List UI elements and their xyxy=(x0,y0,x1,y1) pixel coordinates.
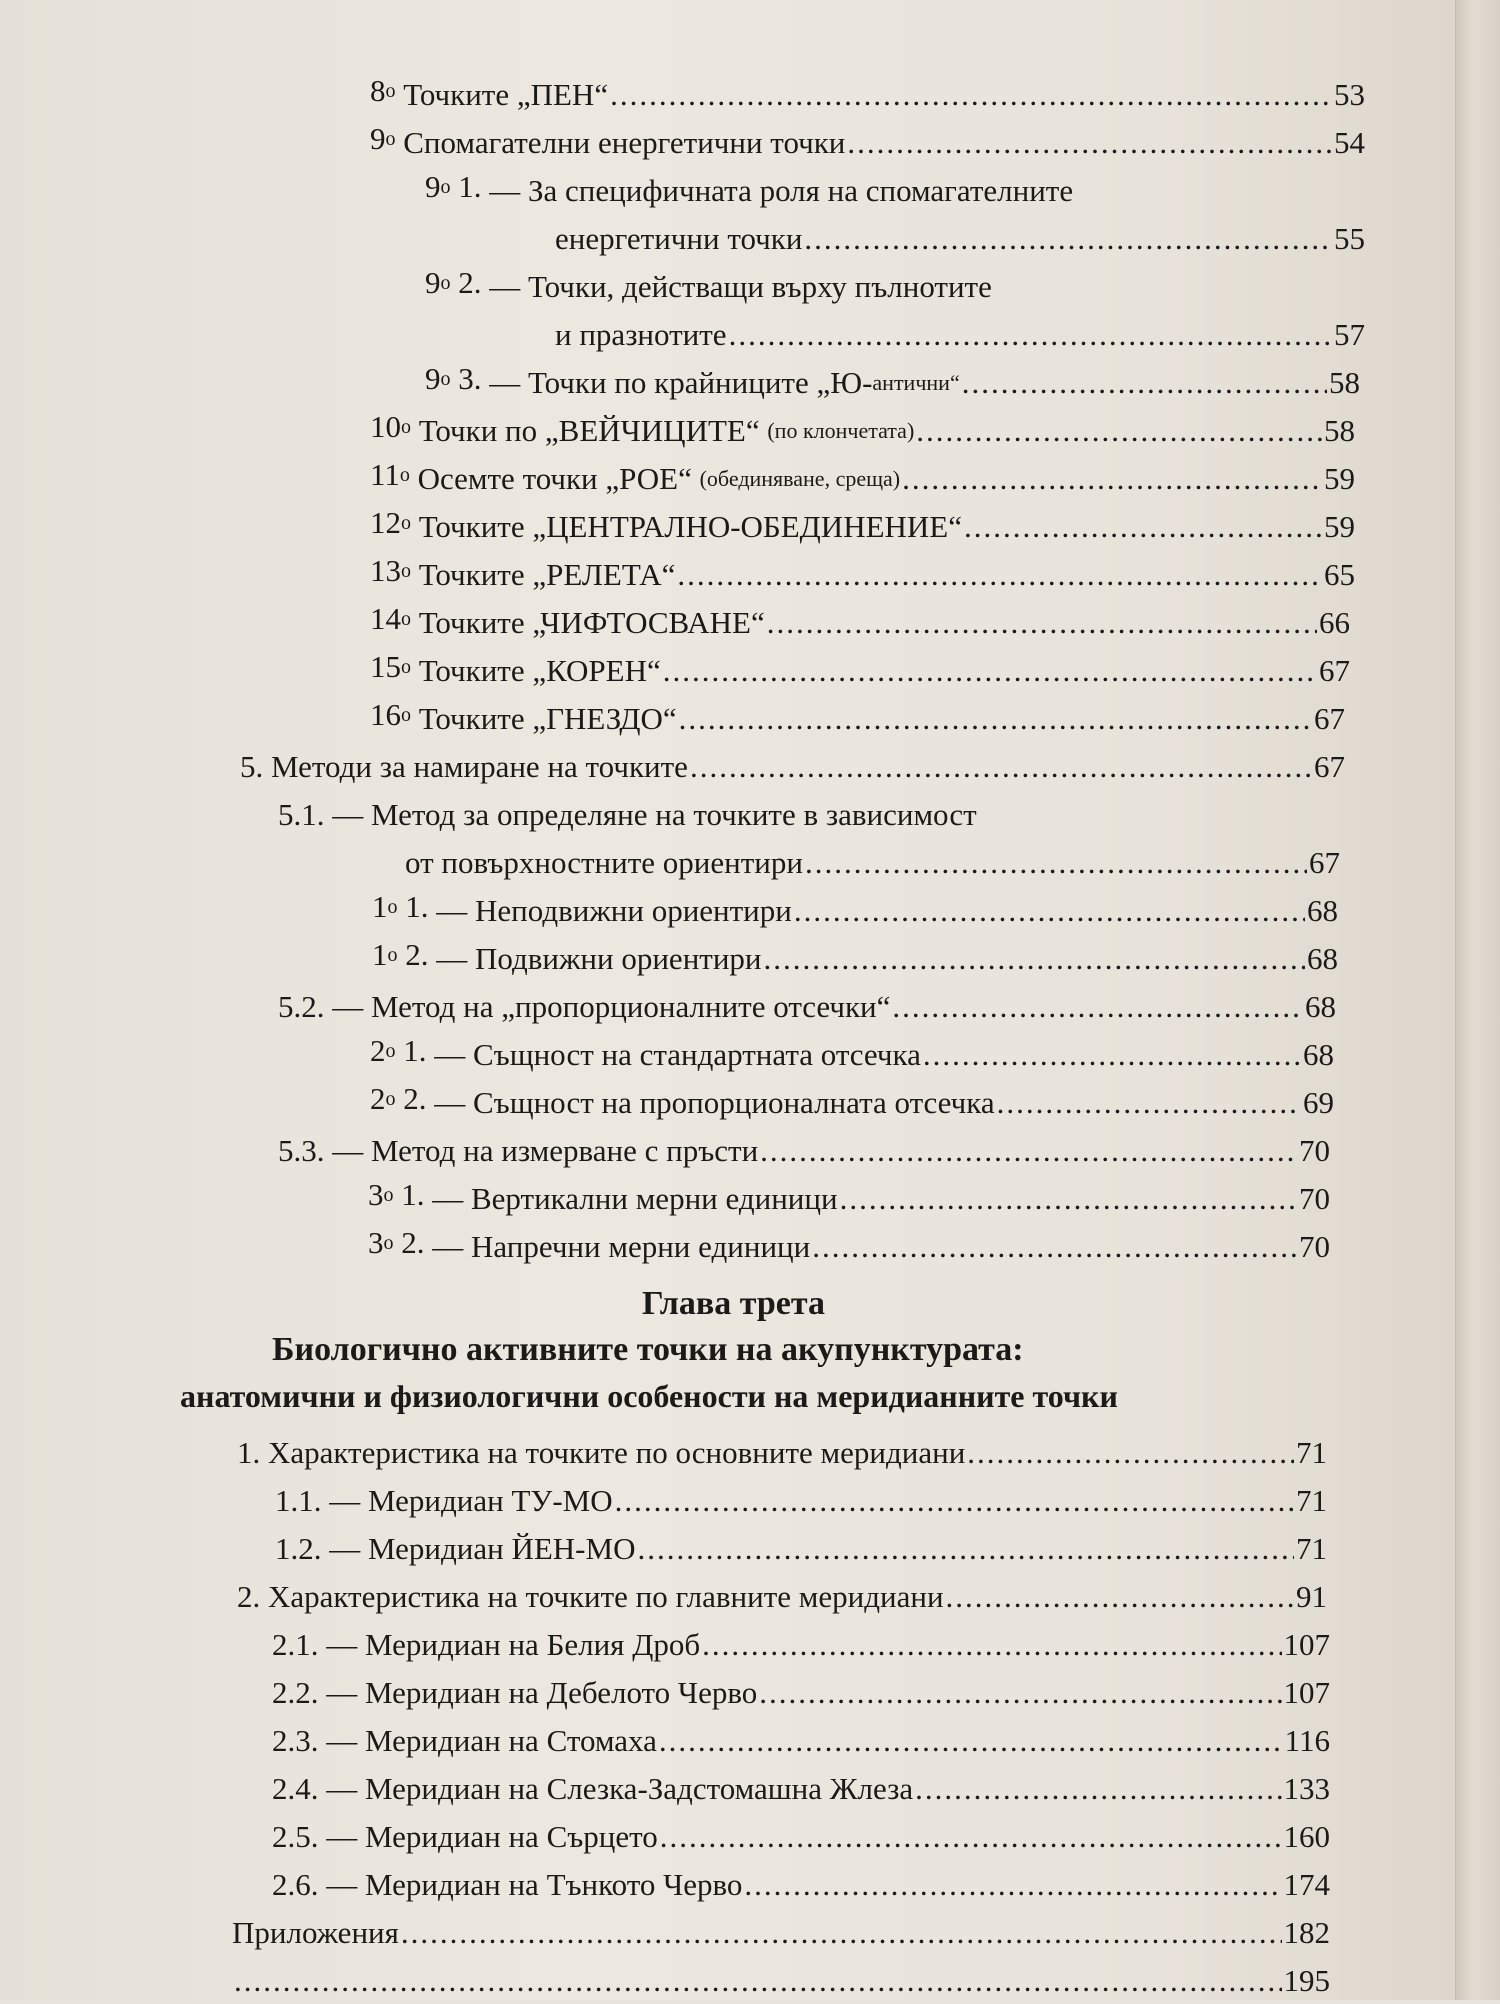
leader-dots xyxy=(916,408,1322,454)
page-number: 116 xyxy=(1284,1723,1330,1758)
leader-dots xyxy=(660,1814,1282,1860)
degree-sign: o xyxy=(440,272,451,294)
entry-number: 9$^o$ 1. xyxy=(425,169,482,204)
page-number: 65 xyxy=(1324,557,1355,592)
entry-title: 2. Характеристика на точките по главните меридиани xyxy=(237,1579,944,1614)
leader-dots xyxy=(902,456,1322,502)
leader-dots xyxy=(690,744,1312,790)
leader-dots xyxy=(794,888,1305,934)
entry-title: 1.1. — Меридиан ТУ-МО xyxy=(275,1483,613,1518)
page-number: 59 xyxy=(1324,509,1355,544)
entry-title: 2.1. — Меридиан на Белия Дроб xyxy=(272,1627,701,1662)
entry-number: 12$^o$ xyxy=(370,505,411,540)
page-number: 59 xyxy=(1324,461,1355,496)
leader-dots xyxy=(812,1224,1297,1270)
page-number: 58 xyxy=(1324,413,1355,448)
leader-dots xyxy=(760,1128,1297,1174)
toc-entry xyxy=(240,744,1345,790)
leader-dots xyxy=(962,360,1327,406)
degree-sign: o xyxy=(399,464,410,486)
entry-title: Точки по „ВЕЙЧИЦИТЕ“ xyxy=(418,413,768,448)
entry-title: Точките „ЧИФТОСВАНЕ“ xyxy=(418,605,765,640)
entry-title: 2.5. — Меридиан на Сърцето xyxy=(272,1819,658,1854)
toc-entry xyxy=(275,1526,1327,1572)
page-number: 195 xyxy=(1283,1963,1330,1998)
leader-dots xyxy=(637,1526,1294,1572)
leader-dots xyxy=(615,1478,1294,1524)
toc-entry xyxy=(370,504,1355,550)
toc-entry xyxy=(232,1910,1330,1956)
entry-title: 5.2. — Метод на „пропорционалните отсечки“ xyxy=(278,989,891,1024)
toc-entry xyxy=(272,1670,1330,1716)
entry-note: (обединяване, среща) xyxy=(699,466,901,491)
entry-title: Точките „ПЕН“ xyxy=(403,77,609,112)
entry-title: — Точки по крайниците „Ю- xyxy=(481,365,873,400)
toc-entry xyxy=(372,936,1338,982)
chapter-subtitle-1: Биологично активните точки на акупунктурата: xyxy=(272,1331,1024,1368)
degree-sign: o xyxy=(401,608,411,630)
page-number: 107 xyxy=(1283,1675,1330,1710)
entry-number: 9$^o$ 3. xyxy=(425,361,482,396)
page-number: 71 xyxy=(1296,1531,1327,1566)
page-number: 55 xyxy=(1334,221,1365,256)
entry-number: 8$^o$ xyxy=(370,73,396,108)
leader-dots xyxy=(663,648,1317,694)
entry-title: енергетични точки xyxy=(555,221,803,256)
toc-entry xyxy=(425,360,1360,406)
page-number: 67 xyxy=(1314,701,1345,736)
entry-title: 2.4. — Меридиан на Слезка-Задстомашна Жлеза xyxy=(272,1771,914,1806)
page-edge xyxy=(1455,0,1500,2000)
entry-title: — Същност на пропорционалната отсечка xyxy=(426,1085,995,1120)
toc-entry xyxy=(237,1574,1327,1620)
toc-entry xyxy=(370,408,1355,454)
page-number: 133 xyxy=(1283,1771,1330,1806)
entry-number: 9$^o$ 2. xyxy=(425,265,482,300)
entry-title: от повърхностните ориентири xyxy=(405,845,803,880)
page-number: 66 xyxy=(1319,605,1350,640)
entry-number: 11$^o$ xyxy=(370,457,410,492)
entry-number: 3$^o$ 2. xyxy=(368,1225,425,1260)
toc-entry xyxy=(370,552,1355,598)
chapter-title: Глава трета xyxy=(642,1285,825,1322)
leader-dots xyxy=(767,600,1317,646)
entry-title: Осемте точки „РОЕ“ xyxy=(417,461,700,496)
leader-dots xyxy=(702,1622,1281,1668)
toc-entry xyxy=(272,1814,1330,1860)
page-number: 67 xyxy=(1319,653,1350,688)
leader-dots xyxy=(610,72,1332,118)
page-number: 68 xyxy=(1307,893,1338,928)
entry-number: 9$^o$ xyxy=(370,121,396,156)
entry-note: (по клончетата) xyxy=(767,418,915,443)
toc-entry xyxy=(370,648,1350,694)
entry-title: 1.2. — Меридиан ЙЕН-МО xyxy=(275,1531,636,1566)
entry-number: 16$^o$ xyxy=(370,697,411,732)
leader-dots xyxy=(847,120,1332,166)
toc-entry xyxy=(272,1718,1330,1764)
toc-entry xyxy=(370,1080,1334,1126)
entry-title: — За специфичната роля на спомагателните xyxy=(481,173,1074,208)
entry-title: 5.1. — Метод за определяне на точките в зависимост xyxy=(278,797,977,832)
toc-entry xyxy=(555,312,1365,358)
degree-sign: o xyxy=(401,704,411,726)
leader-dots xyxy=(946,1574,1294,1620)
leader-dots xyxy=(234,1958,1282,2004)
degree-sign: o xyxy=(440,368,451,390)
degree-sign: o xyxy=(383,1184,394,1206)
leader-dots xyxy=(997,1080,1301,1126)
entry-title: и празнотите xyxy=(555,317,727,352)
degree-sign: o xyxy=(387,896,398,918)
degree-sign: o xyxy=(385,1040,396,1062)
toc-entry xyxy=(272,1622,1330,1668)
degree-sign: o xyxy=(440,176,451,198)
toc-entry xyxy=(425,168,1325,214)
entry-title: — Подвижни ориентири xyxy=(428,941,762,976)
entry-title: — Напречни мерни единици xyxy=(424,1229,811,1264)
entry-title: Точките „РЕЛЕТА“ xyxy=(418,557,676,592)
toc-entry xyxy=(232,1958,1330,2004)
leader-dots xyxy=(804,216,1332,262)
page-number: 53 xyxy=(1334,77,1365,112)
toc-entry xyxy=(555,216,1365,262)
page-number: 107 xyxy=(1283,1627,1330,1662)
degree-sign: o xyxy=(387,944,398,966)
leader-dots xyxy=(744,1862,1281,1908)
entry-title: 1. Характеристика на точките по основните меридиани xyxy=(237,1435,966,1470)
page-number: 68 xyxy=(1305,989,1336,1024)
entry-title: Точките „КОРЕН“ xyxy=(418,653,661,688)
leader-dots xyxy=(759,1670,1281,1716)
leader-dots xyxy=(764,936,1305,982)
entry-note: антични“ xyxy=(872,370,960,395)
entry-title: — Точки, действащи върху пълнотите xyxy=(481,269,992,304)
toc-entry xyxy=(370,456,1355,502)
page-number: 68 xyxy=(1303,1037,1334,1072)
toc-entry xyxy=(237,1430,1327,1476)
page-number: 58 xyxy=(1329,365,1360,400)
toc-entry xyxy=(278,1128,1330,1174)
toc-entry xyxy=(278,792,1278,838)
page-number: 70 xyxy=(1299,1229,1330,1264)
page-number: 57 xyxy=(1334,317,1365,352)
entry-number: 2$^o$ 1. xyxy=(370,1033,427,1068)
degree-sign: o xyxy=(401,416,411,438)
toc-entry xyxy=(425,264,1325,310)
toc-entry xyxy=(272,1766,1330,1812)
toc-entry xyxy=(368,1176,1330,1222)
entry-title: — Неподвижни ориентири xyxy=(428,893,792,928)
entry-number: 2$^o$ 2. xyxy=(370,1081,427,1116)
entry-number: 1$^o$ 1. xyxy=(372,889,429,924)
toc-entry xyxy=(275,1478,1327,1524)
leader-dots xyxy=(679,696,1312,742)
entry-title: 5.3. — Метод на измерване с пръсти xyxy=(278,1133,759,1168)
entry-title: Спомагателни енергетични точки xyxy=(403,125,846,160)
page-number: 70 xyxy=(1299,1181,1330,1216)
toc-entry xyxy=(370,120,1365,166)
degree-sign: o xyxy=(401,512,411,534)
leader-dots xyxy=(401,1910,1282,1956)
degree-sign: o xyxy=(401,656,411,678)
leader-dots xyxy=(805,840,1307,886)
entry-number: 13$^o$ xyxy=(370,553,411,588)
leader-dots xyxy=(923,1032,1301,1078)
page-number: 54 xyxy=(1334,125,1365,160)
entry-title: 2.3. — Меридиан на Стомаха xyxy=(272,1723,657,1758)
page-number: 91 xyxy=(1296,1579,1327,1614)
page-number: 71 xyxy=(1296,1435,1327,1470)
leader-dots xyxy=(915,1766,1281,1812)
page-number: 160 xyxy=(1283,1819,1330,1854)
toc-entry xyxy=(372,888,1338,934)
entry-title: — Същност на стандартната отсечка xyxy=(426,1037,921,1072)
entry-number: 3$^o$ 1. xyxy=(368,1177,425,1212)
page-number: 69 xyxy=(1303,1085,1334,1120)
leader-dots xyxy=(677,552,1322,598)
leader-dots xyxy=(840,1176,1297,1222)
page-number: 70 xyxy=(1299,1133,1330,1168)
leader-dots xyxy=(892,984,1303,1030)
leader-dots xyxy=(729,312,1332,358)
entry-title: Точките „ГНЕЗДО“ xyxy=(418,701,677,736)
entry-number: 1$^o$ 2. xyxy=(372,937,429,972)
page-number: 174 xyxy=(1283,1867,1330,1902)
entry-number: 10$^o$ xyxy=(370,409,411,444)
toc-entry xyxy=(278,984,1336,1030)
page-number: 182 xyxy=(1283,1915,1330,1950)
entry-title: Приложения xyxy=(232,1915,399,1950)
entry-title: 2.6. — Меридиан на Тънкото Черво xyxy=(272,1867,743,1902)
degree-sign: o xyxy=(385,128,396,150)
toc-entry xyxy=(370,600,1350,646)
entry-title: Точките „ЦЕНТРАЛНО-ОБЕДИНЕНИЕ“ xyxy=(418,509,962,544)
entry-title: — Вертикални мерни единици xyxy=(424,1181,838,1216)
page-number: 67 xyxy=(1309,845,1340,880)
page-number: 71 xyxy=(1296,1483,1327,1518)
toc-entry xyxy=(405,840,1340,886)
chapter-subtitle-2: анатомични и физиологични особености на меридианните точки xyxy=(180,1378,1118,1414)
degree-sign: o xyxy=(385,1088,396,1110)
toc-entry xyxy=(370,1032,1334,1078)
entry-number: 15$^o$ xyxy=(370,649,411,684)
degree-sign: o xyxy=(401,560,411,582)
entry-title: 5. Методи за намиране на точките xyxy=(240,749,688,784)
page-number: 68 xyxy=(1307,941,1338,976)
toc-entry xyxy=(368,1224,1330,1270)
degree-sign: o xyxy=(383,1232,394,1254)
entry-title: 2.2. — Меридиан на Дебелото Черво xyxy=(272,1675,758,1710)
toc-entry xyxy=(370,696,1345,742)
leader-dots xyxy=(967,1430,1294,1476)
toc-entry xyxy=(272,1862,1330,1908)
entry-number: 14$^o$ xyxy=(370,601,411,636)
leader-dots xyxy=(659,1718,1283,1764)
toc-entry xyxy=(370,72,1365,118)
page-number: 67 xyxy=(1314,749,1345,784)
leader-dots xyxy=(964,504,1322,550)
degree-sign: o xyxy=(385,80,396,102)
